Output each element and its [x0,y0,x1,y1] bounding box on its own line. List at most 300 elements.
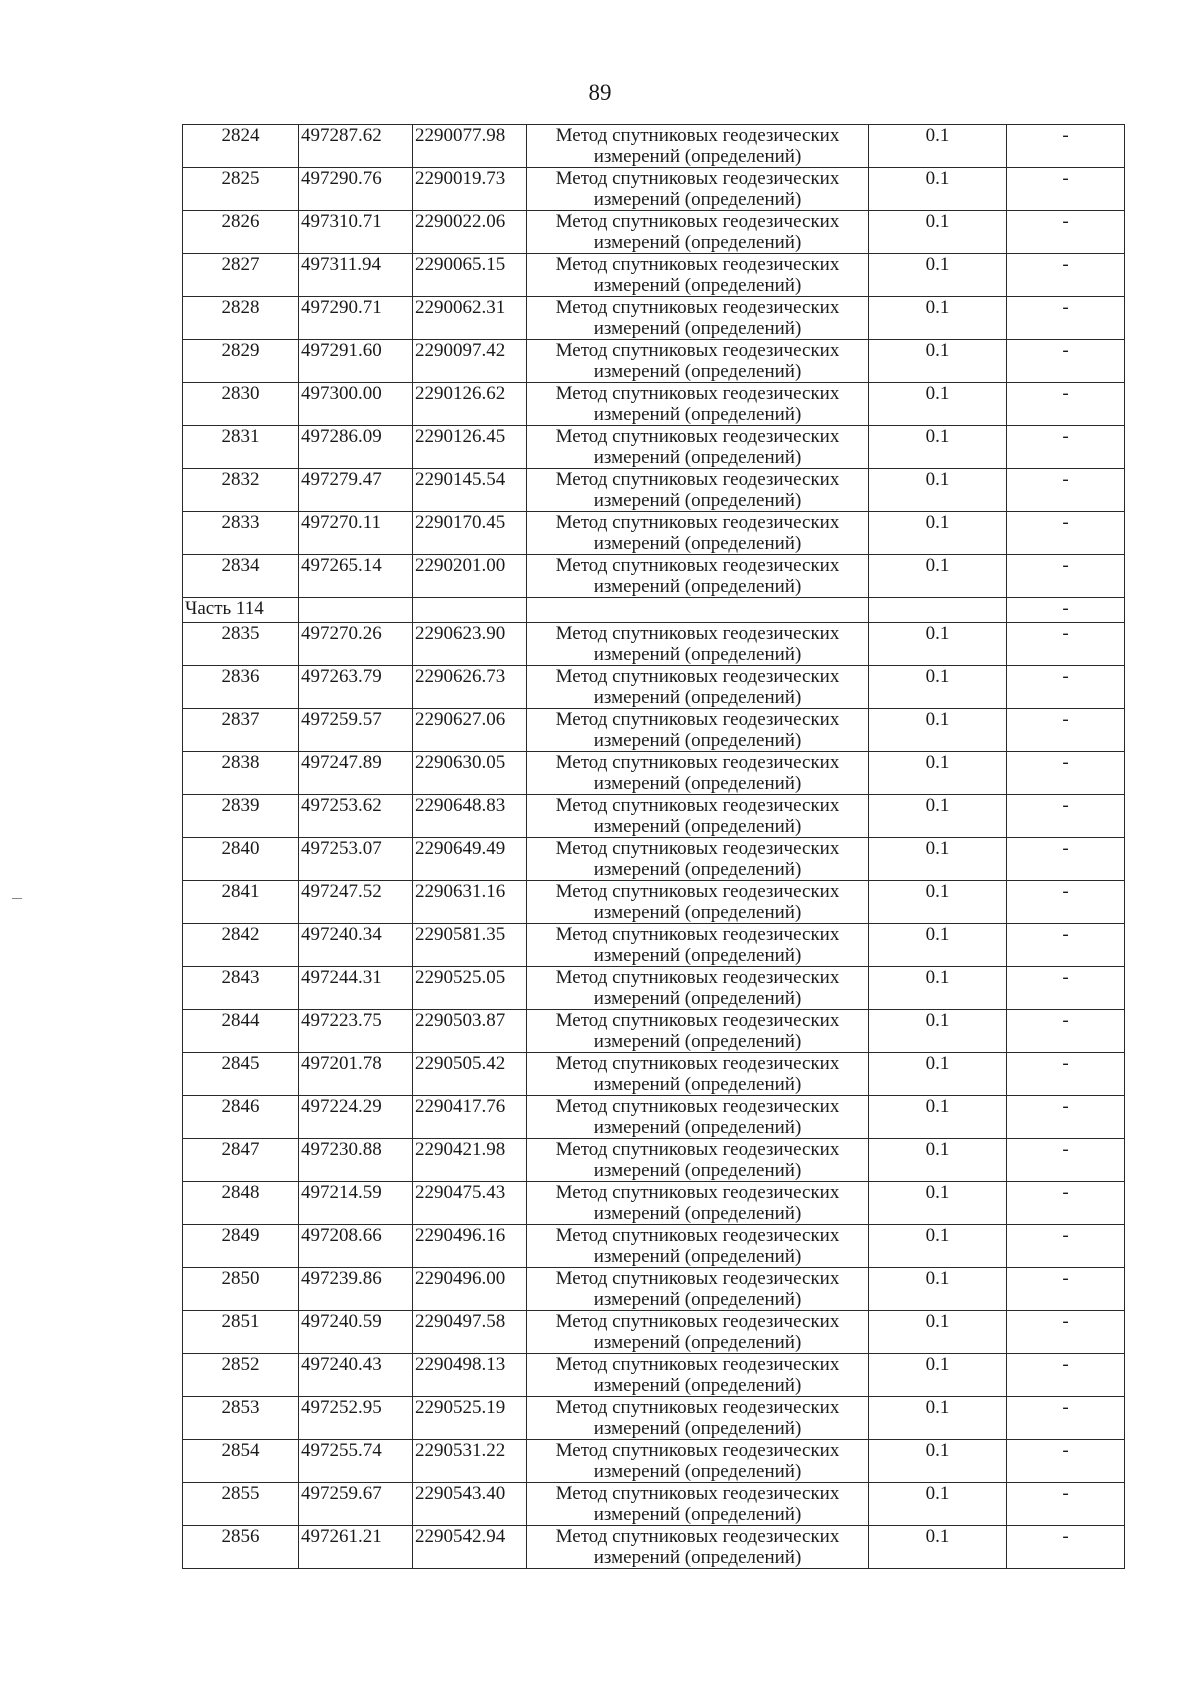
accuracy-value: 0.1 [869,1440,1007,1483]
method-line-1: Метод спутниковых геодезических [555,426,840,447]
empty-cell [413,598,527,623]
point-number: 2836 [183,666,299,709]
method-line-2: измерений (определений) [593,146,802,167]
coordinate-y: 2290543.40 [413,1483,527,1526]
coordinate-y: 2290022.06 [413,211,527,254]
coordinate-x: 497224.29 [299,1096,413,1139]
coordinate-y: 2290417.76 [413,1096,527,1139]
method-cell [527,254,869,297]
coordinate-x: 497244.31 [299,967,413,1010]
table-row [183,1096,1125,1139]
dash-cell: - [1007,1440,1125,1483]
coordinate-x: 497247.89 [299,752,413,795]
method-line-2: измерений (определений) [593,902,802,923]
method-line-1: Метод спутниковых геодезических [555,1354,840,1375]
method-line-1: Метод спутниковых геодезических [555,881,840,902]
accuracy-value: 0.1 [869,881,1007,924]
dash-cell: - [1007,1182,1125,1225]
method-line-1: Метод спутниковых геодезических [555,1311,840,1332]
method-line-1: Метод спутниковых геодезических [555,1139,840,1160]
method-line-2: измерений (определений) [593,1117,802,1138]
method-line-2: измерений (определений) [593,1074,802,1095]
dash-cell: - [1007,125,1125,168]
point-number: 2849 [183,1225,299,1268]
method-cell [527,383,869,426]
table-row [183,1354,1125,1397]
coordinate-x: 497259.67 [299,1483,413,1526]
method-line-1: Метод спутниковых геодезических [555,125,840,146]
point-number: 2833 [183,512,299,555]
method-line-2: измерений (определений) [593,687,802,708]
dash-cell: - [1007,211,1125,254]
point-number: 2837 [183,709,299,752]
coordinate-x: 497240.59 [299,1311,413,1354]
method-line-2: измерений (определений) [593,1031,802,1052]
coordinate-y: 2290170.45 [413,512,527,555]
dash-cell: - [1007,795,1125,838]
method-line-1: Метод спутниковых геодезических [555,1225,840,1246]
table-row [183,254,1125,297]
dash-cell: - [1007,623,1125,666]
dash-cell: - [1007,598,1125,623]
method-line-2: измерений (определений) [593,318,802,339]
accuracy-value: 0.1 [869,967,1007,1010]
method-cell [527,1182,869,1225]
accuracy-value: 0.1 [869,469,1007,512]
method-line-1: Метод спутниковых геодезических [555,469,840,490]
table-row [183,211,1125,254]
point-number: 2840 [183,838,299,881]
method-line-1: Метод спутниковых геодезических [555,512,840,533]
coordinate-y: 2290496.16 [413,1225,527,1268]
point-number: 2843 [183,967,299,1010]
accuracy-value: 0.1 [869,1354,1007,1397]
dash-cell: - [1007,297,1125,340]
point-number: 2832 [183,469,299,512]
point-number: 2854 [183,1440,299,1483]
dash-cell: - [1007,666,1125,709]
method-cell [527,838,869,881]
method-line-2: измерений (определений) [593,1203,802,1224]
method-line-2: измерений (определений) [593,1160,802,1181]
method-line-1: Метод спутниковых геодезических [555,1096,840,1117]
method-line-1: Метод спутниковых геодезических [555,1526,840,1547]
dash-cell: - [1007,1311,1125,1354]
dash-cell: - [1007,881,1125,924]
coordinate-y: 2290648.83 [413,795,527,838]
coordinate-x: 497208.66 [299,1225,413,1268]
method-line-1: Метод спутниковых геодезических [555,383,840,404]
table-row [183,795,1125,838]
method-line-1: Метод спутниковых геодезических [555,1010,840,1031]
dash-cell: - [1007,168,1125,211]
point-number: 2855 [183,1483,299,1526]
method-line-1: Метод спутниковых геодезических [555,1397,840,1418]
method-line-1: Метод спутниковых геодезических [555,795,840,816]
method-cell [527,1010,869,1053]
table-row [183,967,1125,1010]
coordinate-x: 497291.60 [299,340,413,383]
method-cell [527,168,869,211]
method-cell [527,795,869,838]
method-cell [527,469,869,512]
coordinate-x: 497286.09 [299,426,413,469]
dash-cell: - [1007,924,1125,967]
table-row [183,1397,1125,1440]
method-cell [527,1397,869,1440]
table-row [183,469,1125,512]
coordinate-y: 2290649.49 [413,838,527,881]
method-line-1: Метод спутниковых геодезических [555,340,840,361]
coordinate-y: 2290498.13 [413,1354,527,1397]
dash-cell: - [1007,1268,1125,1311]
method-line-2: измерений (определений) [593,275,802,296]
coordinate-y: 2290019.73 [413,168,527,211]
table-row [183,752,1125,795]
method-line-1: Метод спутниковых геодезических [555,1440,840,1461]
accuracy-value: 0.1 [869,1096,1007,1139]
method-line-1: Метод спутниковых геодезических [555,709,840,730]
method-cell [527,666,869,709]
coordinate-y: 2290062.31 [413,297,527,340]
method-line-2: измерений (определений) [593,1375,802,1396]
coordinate-x: 497263.79 [299,666,413,709]
dash-cell: - [1007,1483,1125,1526]
point-number: 2835 [183,623,299,666]
coordinate-x: 497259.57 [299,709,413,752]
point-number: 2856 [183,1526,299,1569]
method-line-1: Метод спутниковых геодезических [555,254,840,275]
method-cell [527,1440,869,1483]
table-row [183,838,1125,881]
table-row [183,1268,1125,1311]
method-line-1: Метод спутниковых геодезических [555,555,840,576]
table-row [183,1440,1125,1483]
method-cell [527,340,869,383]
point-number: 2828 [183,297,299,340]
method-line-1: Метод спутниковых геодезических [555,666,840,687]
table-row [183,512,1125,555]
coordinate-x: 497300.00 [299,383,413,426]
accuracy-value: 0.1 [869,838,1007,881]
coordinate-y: 2290631.16 [413,881,527,924]
accuracy-value: 0.1 [869,1225,1007,1268]
coordinate-y: 2290126.45 [413,426,527,469]
coordinate-y: 2290496.00 [413,1268,527,1311]
accuracy-value: 0.1 [869,709,1007,752]
table-row [183,1053,1125,1096]
method-line-2: измерений (определений) [593,773,802,794]
accuracy-value: 0.1 [869,1397,1007,1440]
coordinate-y: 2290630.05 [413,752,527,795]
method-line-2: измерений (определений) [593,1504,802,1525]
method-line-1: Метод спутниковых геодезических [555,168,840,189]
accuracy-value: 0.1 [869,1483,1007,1526]
coordinate-x: 497253.07 [299,838,413,881]
method-line-2: измерений (определений) [593,232,802,253]
method-cell [527,1096,869,1139]
table-row [183,924,1125,967]
table-row [183,623,1125,666]
table-row [183,1182,1125,1225]
page-number: 89 [588,80,612,105]
dash-cell: - [1007,512,1125,555]
coordinate-y: 2290531.22 [413,1440,527,1483]
method-line-2: измерений (определений) [593,1418,802,1439]
method-cell [527,1526,869,1569]
method-cell [527,881,869,924]
table-row [183,1483,1125,1526]
method-cell [527,1311,869,1354]
coordinate-y: 2290497.58 [413,1311,527,1354]
coordinate-y: 2290525.19 [413,1397,527,1440]
method-line-2: измерений (определений) [593,816,802,837]
dash-cell: - [1007,469,1125,512]
accuracy-value: 0.1 [869,1182,1007,1225]
coordinate-x: 497230.88 [299,1139,413,1182]
method-line-2: измерений (определений) [593,945,802,966]
section-label: Часть 114 [183,598,299,623]
method-line-2: измерений (определений) [593,490,802,511]
method-cell [527,1354,869,1397]
point-number: 2829 [183,340,299,383]
coordinate-y: 2290126.62 [413,383,527,426]
coordinate-x: 497310.71 [299,211,413,254]
point-number: 2834 [183,555,299,598]
accuracy-value: 0.1 [869,623,1007,666]
coordinate-y: 2290475.43 [413,1182,527,1225]
point-number: 2850 [183,1268,299,1311]
coordinate-y: 2290627.06 [413,709,527,752]
coordinate-y: 2290623.90 [413,623,527,666]
dash-cell: - [1007,967,1125,1010]
coordinate-x: 497287.62 [299,125,413,168]
method-line-2: измерений (определений) [593,730,802,751]
method-line-2: измерений (определений) [593,988,802,1009]
point-number: 2852 [183,1354,299,1397]
method-cell [527,125,869,168]
point-number: 2847 [183,1139,299,1182]
method-line-1: Метод спутниковых геодезических [555,924,840,945]
method-line-2: измерений (определений) [593,447,802,468]
method-cell [527,924,869,967]
table-row [183,1311,1125,1354]
table-row [183,1526,1125,1569]
method-cell [527,1268,869,1311]
dash-cell: - [1007,1354,1125,1397]
accuracy-value: 0.1 [869,1053,1007,1096]
point-number: 2851 [183,1311,299,1354]
method-line-2: измерений (определений) [593,1547,802,1568]
coordinate-x: 497223.75 [299,1010,413,1053]
point-number: 2831 [183,426,299,469]
method-cell [527,709,869,752]
accuracy-value: 0.1 [869,752,1007,795]
coordinate-y: 2290505.42 [413,1053,527,1096]
coordinate-x: 497290.76 [299,168,413,211]
coordinate-x: 497201.78 [299,1053,413,1096]
method-cell [527,1483,869,1526]
coordinate-x: 497252.95 [299,1397,413,1440]
point-number: 2824 [183,125,299,168]
accuracy-value: 0.1 [869,125,1007,168]
dash-cell: - [1007,752,1125,795]
table-row [183,1139,1125,1182]
section-row [183,598,1125,623]
coordinate-y: 2290065.15 [413,254,527,297]
accuracy-value: 0.1 [869,1526,1007,1569]
point-number: 2838 [183,752,299,795]
method-line-1: Метод спутниковых геодезических [555,297,840,318]
point-number: 2842 [183,924,299,967]
dash-cell: - [1007,1139,1125,1182]
dash-cell: - [1007,340,1125,383]
method-cell [527,555,869,598]
point-number: 2846 [183,1096,299,1139]
table-row [183,881,1125,924]
empty-cell [869,598,1007,623]
method-line-1: Метод спутниковых геодезических [555,1483,840,1504]
coordinate-x: 497247.52 [299,881,413,924]
accuracy-value: 0.1 [869,1139,1007,1182]
accuracy-value: 0.1 [869,426,1007,469]
coordinate-x: 497270.11 [299,512,413,555]
coordinate-x: 497255.74 [299,1440,413,1483]
dash-cell: - [1007,709,1125,752]
method-line-1: Метод спутниковых геодезических [555,838,840,859]
method-line-1: Метод спутниковых геодезических [555,211,840,232]
coordinate-x: 497240.43 [299,1354,413,1397]
dash-cell: - [1007,1526,1125,1569]
coordinate-x: 497279.47 [299,469,413,512]
coordinate-x: 497261.21 [299,1526,413,1569]
coordinate-x: 497239.86 [299,1268,413,1311]
table-row [183,125,1125,168]
coordinate-x: 497214.59 [299,1182,413,1225]
coordinate-x: 497240.34 [299,924,413,967]
coordinate-y: 2290626.73 [413,666,527,709]
accuracy-value: 0.1 [869,795,1007,838]
method-cell [527,1053,869,1096]
coordinate-y: 2290097.42 [413,340,527,383]
margin-mark [12,898,22,899]
table-row [183,709,1125,752]
method-line-2: измерений (определений) [593,576,802,597]
method-cell [527,1139,869,1182]
dash-cell: - [1007,254,1125,297]
coordinate-x: 497311.94 [299,254,413,297]
method-line-2: измерений (определений) [593,1289,802,1310]
method-line-1: Метод спутниковых геодезических [555,967,840,988]
dash-cell: - [1007,1053,1125,1096]
method-cell [527,211,869,254]
coordinate-y: 2290077.98 [413,125,527,168]
method-line-2: измерений (определений) [593,361,802,382]
method-line-1: Метод спутниковых геодезических [555,1182,840,1203]
coordinate-y: 2290421.98 [413,1139,527,1182]
method-cell [527,623,869,666]
accuracy-value: 0.1 [869,340,1007,383]
accuracy-value: 0.1 [869,211,1007,254]
point-number: 2825 [183,168,299,211]
table-row [183,1010,1125,1053]
accuracy-value: 0.1 [869,924,1007,967]
method-cell [527,426,869,469]
point-number: 2845 [183,1053,299,1096]
point-number: 2826 [183,211,299,254]
accuracy-value: 0.1 [869,666,1007,709]
coordinate-y: 2290145.54 [413,469,527,512]
method-line-2: измерений (определений) [593,859,802,880]
table-row [183,383,1125,426]
table-row [183,168,1125,211]
method-cell [527,967,869,1010]
method-line-1: Метод спутниковых геодезических [555,623,840,644]
coordinate-x: 497290.71 [299,297,413,340]
accuracy-value: 0.1 [869,254,1007,297]
point-number: 2839 [183,795,299,838]
accuracy-value: 0.1 [869,1010,1007,1053]
point-number: 2848 [183,1182,299,1225]
method-cell [527,1225,869,1268]
accuracy-value: 0.1 [869,1311,1007,1354]
table-row [183,666,1125,709]
point-number: 2853 [183,1397,299,1440]
table-row [183,340,1125,383]
coordinate-x: 497265.14 [299,555,413,598]
method-line-1: Метод спутниковых геодезических [555,1053,840,1074]
accuracy-value: 0.1 [869,555,1007,598]
dash-cell: - [1007,1096,1125,1139]
coordinate-y: 2290581.35 [413,924,527,967]
accuracy-value: 0.1 [869,297,1007,340]
method-line-1: Метод спутниковых геодезических [555,752,840,773]
coordinate-y: 2290201.00 [413,555,527,598]
point-number: 2844 [183,1010,299,1053]
dash-cell: - [1007,1397,1125,1440]
empty-cell [527,598,869,623]
table-row [183,426,1125,469]
dash-cell: - [1007,426,1125,469]
dash-cell: - [1007,838,1125,881]
accuracy-value: 0.1 [869,512,1007,555]
method-line-2: измерений (определений) [593,404,802,425]
accuracy-value: 0.1 [869,1268,1007,1311]
method-line-2: измерений (определений) [593,1461,802,1482]
coordinate-y: 2290525.05 [413,967,527,1010]
method-line-2: измерений (определений) [593,533,802,554]
table-row [183,297,1125,340]
table-row [183,555,1125,598]
coordinate-y: 2290503.87 [413,1010,527,1053]
coordinate-x: 497253.62 [299,795,413,838]
accuracy-value: 0.1 [869,168,1007,211]
dash-cell: - [1007,1010,1125,1053]
dash-cell: - [1007,555,1125,598]
point-number: 2841 [183,881,299,924]
coordinates-table [182,124,1125,1569]
method-cell [527,297,869,340]
empty-cell [299,598,413,623]
dash-cell: - [1007,383,1125,426]
point-number: 2830 [183,383,299,426]
accuracy-value: 0.1 [869,383,1007,426]
method-cell [527,752,869,795]
table-row [183,1225,1125,1268]
point-number: 2827 [183,254,299,297]
dash-cell: - [1007,1225,1125,1268]
method-line-2: измерений (определений) [593,189,802,210]
